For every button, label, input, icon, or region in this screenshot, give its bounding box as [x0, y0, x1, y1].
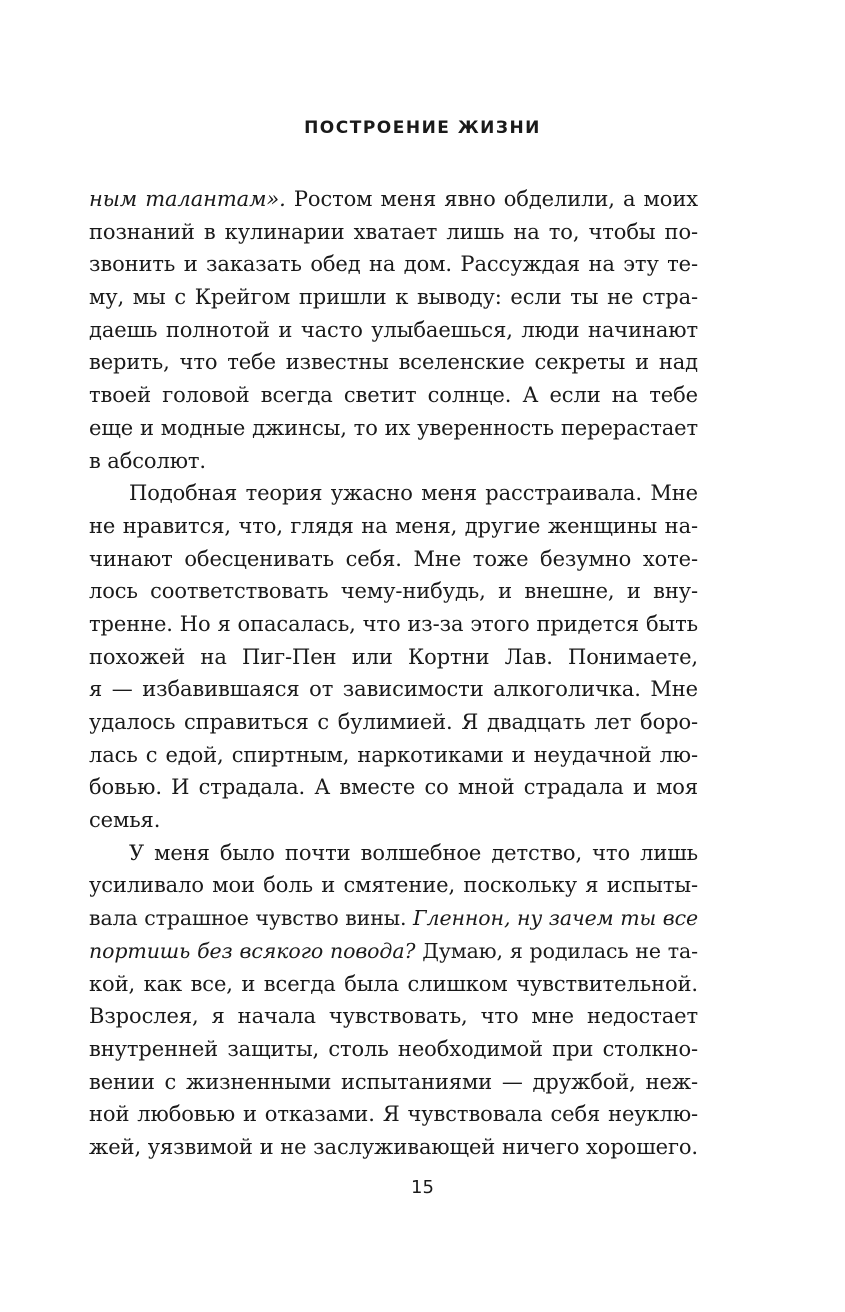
- text-line: не нравится, что, глядя на меня, другие женщины на-: [89, 513, 698, 538]
- page-number: 15: [411, 1177, 434, 1198]
- text-line: вении с жизненными испытаниями — дружбой, неж-: [89, 1069, 698, 1094]
- text-line: познаний в кулинарии хватает лишь на то, чтобы по-: [89, 219, 698, 244]
- text-line: усиливало мои боль и смятение, поскольку я испыты-: [89, 873, 698, 898]
- line-text: Ростом меня явно обделили, а моих: [285, 187, 698, 211]
- text-line: ной любовью и отказами. Я чувствовала себя неуклю-: [89, 1102, 698, 1127]
- text-line: лось соответствовать чему-нибудь, и внешне, и вну-: [89, 579, 698, 604]
- text-line: похожей на Пиг-Пен или Кортни Лав. Понимаете,: [89, 644, 698, 669]
- body-text: [89, 183, 698, 1164]
- text-line: [89, 902, 698, 935]
- text-line: Подобная теория ужасно меня расстраивала. Мне: [129, 481, 698, 506]
- text-line: [89, 935, 698, 968]
- text-line: внутренней защиты, столь необходимой при столкно-: [89, 1036, 698, 1061]
- italic-text: ным талантам».: [89, 187, 286, 211]
- text-line: я — избавившаяся от зависимости алкоголичка. Мне: [89, 677, 698, 702]
- text-line: чинают обесценивать себя. Мне тоже безумно хоте-: [89, 546, 698, 571]
- text-line: У меня было почти волшебное детство, что лишь: [129, 840, 698, 865]
- text-line: семья.: [89, 808, 161, 833]
- text-line: в абсолют.: [89, 448, 206, 473]
- text-line: звонить и заказать обед на дом. Рассуждая на эту те-: [89, 252, 698, 277]
- running-head: ПОСТРОЕНИЕ ЖИЗНИ: [304, 118, 541, 138]
- italic-text: портишь без всякого повода?: [89, 938, 416, 963]
- text-line: [89, 183, 698, 216]
- text-line: му, мы с Крейгом пришли к выводу: если ты не стра-: [89, 285, 698, 310]
- text-line: лась с едой, спиртным, наркотиками и неудачной лю-: [89, 742, 698, 767]
- text-line: бовью. И страдала. А вместе со мной страдала и моя: [89, 775, 698, 800]
- text-line: жей, уязвимой и не заслуживающей ничего хорошего.: [89, 1134, 698, 1159]
- text-line: кой, как все, и всегда была слишком чувствительной.: [89, 971, 698, 996]
- italic-text: Гленнон, ну зачем ты все: [413, 906, 699, 931]
- text-line: даешь полнотой и часто улыбаешься, люди начинают: [89, 317, 698, 342]
- text-line: тренне. Но я опасалась, что из-за этого придется быть: [89, 611, 698, 636]
- line-text: Думаю, я родилась не та-: [415, 938, 698, 963]
- text-line: еще и модные джинсы, то их уверенность перерастает: [89, 415, 698, 440]
- text-line: верить, что тебе известны вселенские секреты и над: [89, 350, 698, 375]
- text-line: удалось справиться с булимией. Я двадцать лет боро-: [89, 710, 698, 734]
- line-text: вала страшное чувство вины.: [89, 906, 414, 931]
- text-line: твоей головой всегда светит солнце. А если на тебе: [89, 383, 698, 408]
- text-line: Взрослея, я начала чувствовать, что мне недостает: [89, 1004, 698, 1029]
